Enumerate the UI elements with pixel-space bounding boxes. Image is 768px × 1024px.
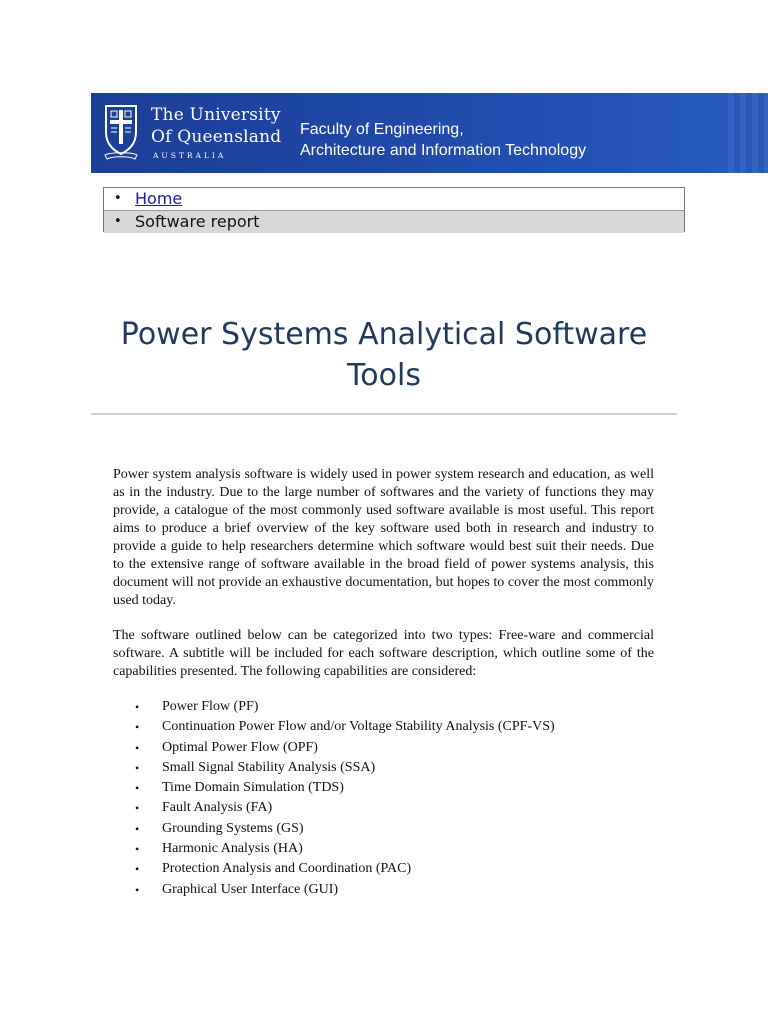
capability-label: Harmonic Analysis (HA): [162, 841, 303, 857]
home-link[interactable]: Home: [135, 189, 183, 208]
title-divider: [91, 413, 677, 415]
capability-label: Graphical User Interface (GUI): [162, 881, 339, 897]
intro-paragraph: Power system analysis software is widely used in power system research and education, as well as in the industry. Due to the large number of softwares and the variety of functions they may provide, a catalogue of the most commonly used software available is most useful. This report aims to produce a brief overview of the key software used both in research and industry to provide a guide to help researchers determine which software would best suit their needs. Due to the extensive range of software available in the broad field of power systems analysis, this document will not provide an exhaustive documentation, but hopes to cover the most commonly used today.: [113, 467, 654, 608]
university-name-line-1: The University: [151, 105, 281, 125]
bullet-icon: •: [135, 720, 140, 735]
capability-label: Optimal Power Flow (OPF): [162, 739, 318, 755]
bullet-icon: •: [114, 191, 122, 206]
list-item: [113, 738, 654, 758]
bullet-icon: •: [135, 862, 140, 877]
list-item: [113, 839, 654, 859]
university-name-line-2: Of Queensland: [151, 127, 282, 147]
capability-label: Small Signal Stability Analysis (SSA): [162, 759, 376, 775]
bullet-icon: •: [135, 882, 140, 897]
bullet-icon: •: [114, 214, 122, 229]
bullet-icon: •: [135, 821, 140, 836]
page-title: Power Systems Analytical Software Tools: [120, 317, 648, 393]
capability-label: Grounding Systems (GS): [162, 820, 304, 836]
faculty-name-line-2: Architecture and Information Technology: [300, 142, 587, 159]
list-item: [113, 697, 654, 717]
faculty-name-line-1: Faculty of Engineering,: [300, 121, 464, 138]
university-banner: [91, 93, 768, 173]
list-item: [113, 880, 654, 900]
breadcrumb-item-home: [104, 188, 684, 210]
bullet-icon: •: [135, 781, 140, 796]
bullet-icon: •: [135, 801, 140, 816]
software-types-paragraph: The software outlined below can be categorized into two types: Free-ware and commercial software. A subtitle will be included for each software description, which outline some of the capabilities presented. The following capabilities are considered:: [113, 628, 654, 679]
breadcrumb-item-software-report: [104, 210, 684, 233]
bullet-icon: •: [135, 700, 140, 714]
bullet-icon: •: [135, 740, 140, 755]
capability-label: Fault Analysis (FA): [162, 800, 273, 816]
capability-label: Protection Analysis and Coordination (PAC): [162, 861, 412, 877]
university-country: AUSTRALIA: [153, 151, 227, 160]
list-item: [113, 758, 654, 778]
capability-label: Continuation Power Flow and/or Voltage Stability Analysis (CPF-VS): [162, 719, 555, 735]
bullet-icon: •: [135, 760, 140, 775]
capability-label: Power Flow (PF): [162, 699, 259, 714]
university-crest-icon: [103, 102, 139, 160]
breadcrumb-current-label: Software report: [135, 212, 260, 231]
list-item: [113, 819, 654, 839]
capability-label: Time Domain Simulation (TDS): [162, 780, 344, 796]
breadcrumb: [103, 187, 685, 232]
bullet-icon: •: [135, 842, 140, 857]
list-item: [113, 859, 654, 879]
capabilities-list: [113, 697, 654, 900]
list-item: [113, 778, 654, 798]
list-item: [113, 798, 654, 818]
list-item: [113, 717, 654, 737]
